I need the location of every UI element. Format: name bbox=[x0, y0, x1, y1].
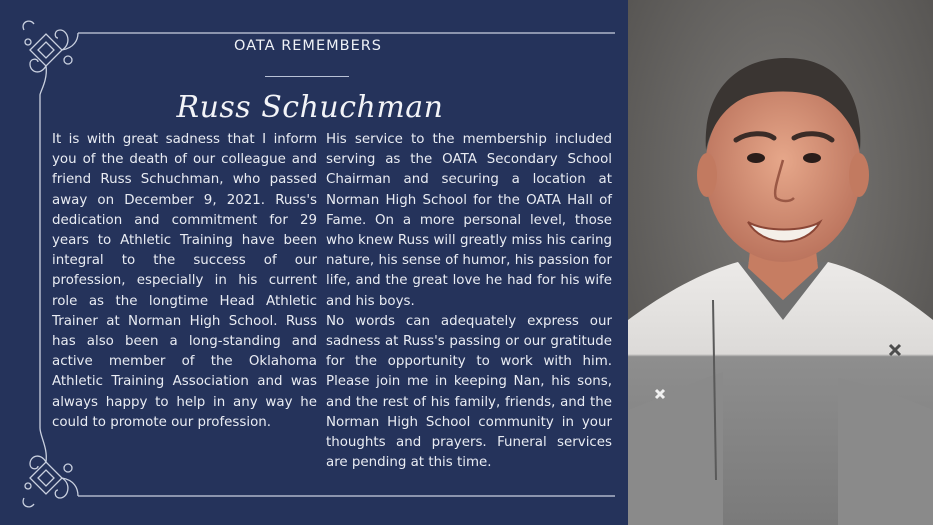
tribute-paragraph: It is with great sadness that I inform you of the death of our colleague and friend Russ Schuchman, who passed away on December 9, 2021. Russ's dedication and commitment for 29 years to Athletic Training have been integral to the success of our profession, especially in his current role as the longtime Head Athletic Trainer at Norman High School. Russ has also been a long-standing and active member of the Oklahoma Athletic Training Association and was always happy to help in any way he could to promote our profession. bbox=[52, 132, 317, 430]
tribute-right-column bbox=[326, 130, 612, 473]
memorial-name: Russ Schuchman bbox=[176, 90, 444, 125]
tribute-paragraph: No words can adequately express our sadness at Russ's passing or our gratitude for the opportunity to work with him. Please join me in keeping Nan, his sons, and the rest of his family, friends, and the Norman High School community in your thoughts and prayers. Funeral services are pending at this time. bbox=[326, 313, 612, 471]
tribute-paragraph: His service to the membership included serving as the OATA Secondary School Chairman and securing a location at Norman High School for the OATA Hall of Fame. On a more personal level, those who knew Russ will greatly miss his caring nature, his sense of humor, his passion for life, and the great love he had for his wife and his boys. bbox=[326, 132, 612, 309]
portrait-photo bbox=[628, 0, 933, 525]
portrait-illustration bbox=[628, 0, 933, 525]
title-divider bbox=[265, 76, 349, 77]
tribute-left-column bbox=[52, 130, 317, 433]
page-title: OATA REMEMBERS bbox=[233, 38, 383, 54]
